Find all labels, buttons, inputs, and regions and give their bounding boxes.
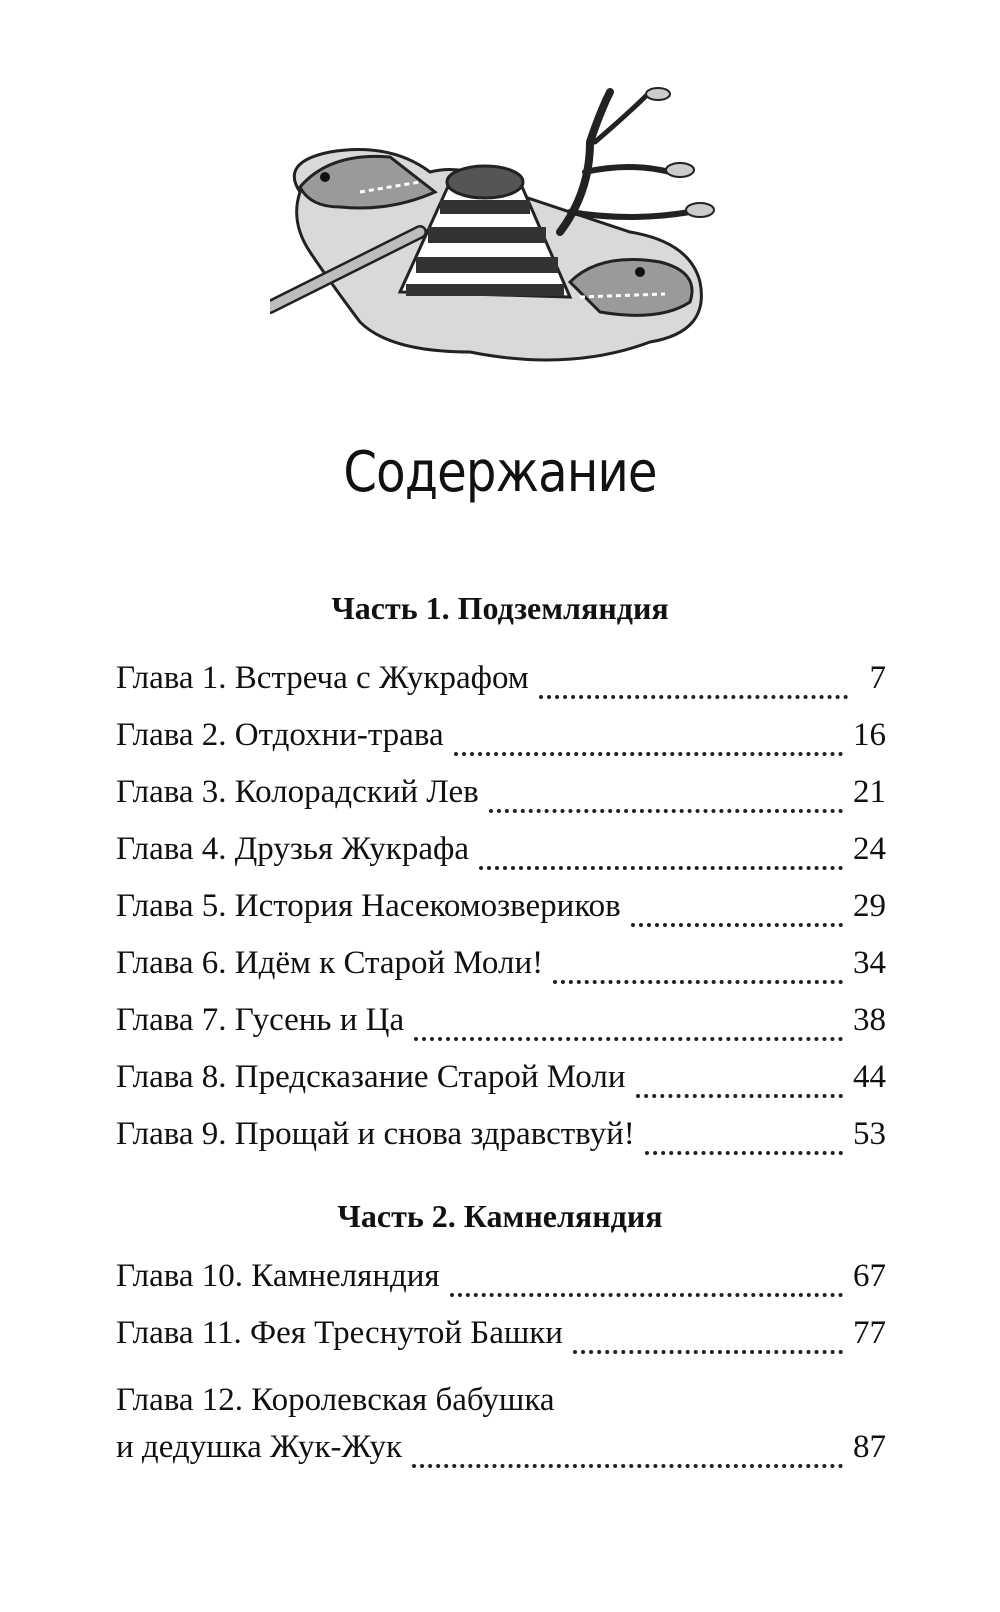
toc-entry xyxy=(116,945,886,1002)
chapter-label: Глава 12. Королевская бабушка xyxy=(116,1382,555,1418)
dot-leader xyxy=(645,1151,843,1155)
dot-leader xyxy=(631,923,843,927)
page-number: 7 xyxy=(869,660,886,696)
page-number: 38 xyxy=(853,1002,886,1038)
toc-entry xyxy=(116,1258,886,1315)
chapter-label: Глава 5. История Насекомозвериков xyxy=(116,888,621,924)
dot-leader xyxy=(489,809,843,813)
toc-title: Содержание xyxy=(343,440,657,505)
dot-leader xyxy=(573,1350,843,1354)
chapter-label: Глава 7. Гусень и Ца xyxy=(116,1002,405,1038)
dot-leader xyxy=(412,1464,843,1468)
dot-leader xyxy=(479,866,843,870)
chapter-label: Глава 2. Отдохни-трава xyxy=(116,717,444,753)
toc-entry xyxy=(116,717,886,774)
dot-leader xyxy=(414,1037,843,1041)
chapter-label: Глава 8. Предсказание Старой Моли xyxy=(116,1059,626,1095)
chapter-label: Глава 11. Фея Треснутой Башки xyxy=(116,1315,563,1351)
page-number: 29 xyxy=(853,888,886,924)
toc-entry xyxy=(116,831,886,888)
page-number: 34 xyxy=(853,945,886,981)
page-number: 16 xyxy=(853,717,886,753)
chapter-list xyxy=(116,1258,886,1486)
dot-leader xyxy=(450,1293,843,1297)
toc-entry xyxy=(116,660,886,717)
part-title: Часть 1. Подземляндия xyxy=(331,590,669,626)
dot-leader xyxy=(454,752,843,756)
toc-entry xyxy=(116,1315,886,1372)
chapter-list xyxy=(116,660,886,1173)
chapter-label-continued: и дедушка Жук-Жук xyxy=(116,1429,403,1465)
page-number: 53 xyxy=(853,1116,886,1152)
chapter-label: Глава 6. Идём к Старой Моли! xyxy=(116,945,544,981)
toc-entry xyxy=(116,1002,886,1059)
page-number: 67 xyxy=(853,1258,886,1294)
toc-entry xyxy=(116,1372,886,1486)
chapter-label: Глава 1. Встреча с Жукрафом xyxy=(116,660,529,696)
chapter-label: Глава 10. Камнеляндия xyxy=(116,1258,440,1294)
chapter-label: Глава 9. Прощай и снова здравствуй! xyxy=(116,1116,635,1152)
page-number: 44 xyxy=(853,1059,886,1095)
toc-entry xyxy=(116,774,886,831)
toc-entry xyxy=(116,888,886,945)
page-number: 24 xyxy=(853,831,886,867)
page-number: 21 xyxy=(853,774,886,810)
part-title: Часть 2. Камнеляндия xyxy=(337,1198,663,1234)
toc-entry xyxy=(116,1116,886,1173)
dot-leader xyxy=(539,695,848,699)
page-number: 87 xyxy=(853,1429,886,1465)
chapter-label: Глава 4. Друзья Жукрафа xyxy=(116,831,470,867)
toc-entry xyxy=(116,1059,886,1116)
fantasy-illustration xyxy=(270,82,740,382)
dot-leader xyxy=(636,1094,844,1098)
dot-leader xyxy=(553,980,843,984)
chapter-label: Глава 3. Колорадский Лев xyxy=(116,774,479,810)
page-number: 77 xyxy=(853,1315,886,1351)
